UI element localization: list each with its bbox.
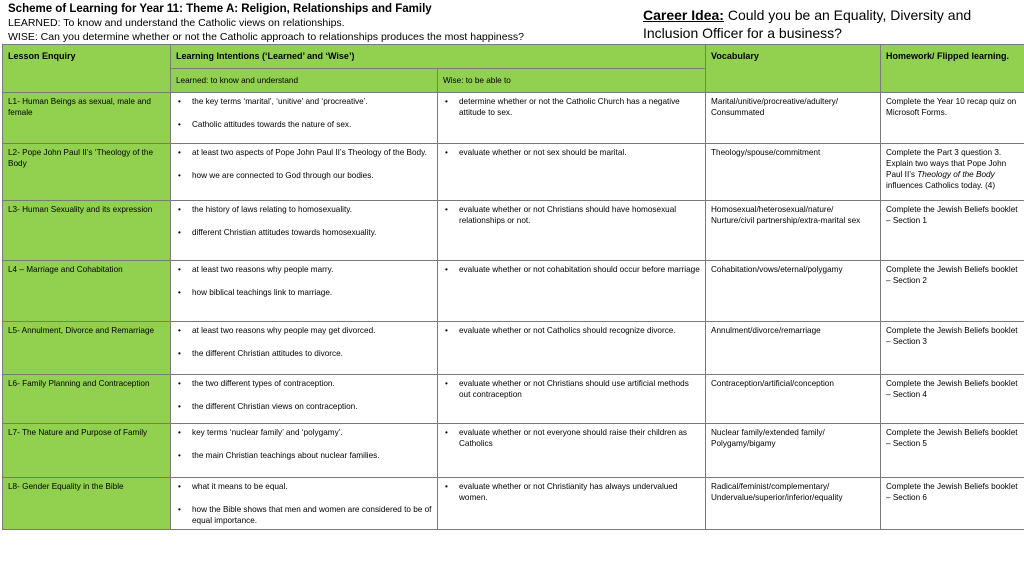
wise-item: • evaluate whether or not Christianity has always undervalued women. (443, 481, 700, 503)
lesson-cell: L4 – Marriage and Cohabitation (3, 261, 171, 322)
lesson-cell: L2- Pope John Paul II’s ‘Theology of the Body (3, 144, 171, 201)
wise-cell (438, 201, 706, 261)
homework-text: Complete the Part 3 question 3. Explain two ways that Pope John Paul II’s (886, 148, 1007, 179)
homework-cell: Complete the Jewish Beliefs booklet – Section 3 (881, 322, 1024, 375)
wise-item: • evaluate whether or not Catholics should recognize divorce. (443, 325, 700, 336)
vocab-cell: Nuclear family/extended family/ Polygamy/bigamy (706, 424, 881, 478)
wise-item: • evaluate whether or not cohabitation should occur before marriage (443, 264, 700, 275)
learned-cell (171, 144, 438, 201)
header-wise-sub: Wise: to be able to (438, 69, 706, 93)
table-row (3, 93, 1024, 144)
table-row (3, 201, 1024, 261)
career-idea-text: Could you be an Equality, Diversity and Inclusion Officer for a business? (643, 7, 972, 41)
lesson-cell: L3- Human Sexuality and its expression (3, 201, 171, 261)
learned-cell (171, 93, 438, 144)
career-idea (643, 6, 1013, 42)
learned-item: • the different Christian attitudes to divorce. (176, 348, 432, 359)
career-idea-label: Career Idea: (643, 7, 724, 23)
wise-cell (438, 93, 706, 144)
lesson-cell: L5- Annulment, Divorce and Remarriage (3, 322, 171, 375)
homework-text-end: influences Catholics today. (4) (886, 181, 996, 190)
vocab-cell: Radical/feminist/complementary/ Undervalue/superior/inferior/equality (706, 478, 881, 530)
table-row (3, 144, 1024, 201)
learned-cell (171, 261, 438, 322)
wise-item: • evaluate whether or not Christians should use artificial methods out contraception (443, 378, 700, 400)
lesson-cell: L8- Gender Equality in the Bible (3, 478, 171, 530)
learned-cell (171, 478, 438, 530)
scheme-table (2, 44, 1024, 530)
vocab-cell: Contraception/artificial/conception (706, 375, 881, 424)
header-learning-intentions: Learning Intentions (‘Learned’ and ‘Wise’) (171, 45, 706, 69)
learned-item: • different Christian attitudes towards homosexuality. (176, 227, 432, 238)
learned-cell (171, 424, 438, 478)
lesson-cell: L1- Human Beings as sexual, male and female (3, 93, 171, 144)
learned-item: • the two different types of contraception. (176, 378, 432, 389)
wise-item: • evaluate whether or not everyone should raise their children as Catholics (443, 427, 700, 449)
header-lesson-enquiry: Lesson Enquiry (3, 45, 171, 93)
wise-cell (438, 424, 706, 478)
learned-objective: LEARNED: To know and understand the Catholic views on relationships. (8, 17, 345, 29)
homework-cell: Complete the Jewish Beliefs booklet – Section 2 (881, 261, 1024, 322)
learned-item: • Catholic attitudes towards the nature of sex. (176, 119, 432, 130)
homework-cell: Complete the Year 10 recap quiz on Microsoft Forms. (881, 93, 1024, 144)
learned-item: • what it means to be equal. (176, 481, 432, 492)
header-homework: Homework/ Flipped learning. (881, 45, 1024, 93)
learned-item: • how biblical teachings link to marriage. (176, 287, 432, 298)
learned-cell (171, 375, 438, 424)
table-row (3, 478, 1024, 530)
page-header (8, 2, 628, 44)
homework-cell: Complete the Jewish Beliefs booklet – Section 6 (881, 478, 1024, 530)
wise-item: • determine whether or not the Catholic Church has a negative attitude to sex. (443, 96, 700, 118)
header-learned-sub: Learned: to know and understand (171, 69, 438, 93)
learned-item: • at least two aspects of Pope John Paul II’s Theology of the Body. (176, 147, 432, 158)
vocab-cell: Homosexual/heterosexual/nature/ Nurture/civil partnership/extra-marital sex (706, 201, 881, 261)
vocab-cell: Cohabitation/vows/eternal/polygamy (706, 261, 881, 322)
learned-item: • the key terms ‘marital’, ‘unitive’ and ‘procreative’. (176, 96, 432, 107)
header-vocabulary: Vocabulary (706, 45, 881, 93)
table-row (3, 322, 1024, 375)
table-row (3, 261, 1024, 322)
wise-item: • evaluate whether or not Christians should have homosexual relationships or not. (443, 204, 700, 226)
lesson-cell: L6- Family Planning and Contraception (3, 375, 171, 424)
homework-cell (881, 144, 1024, 201)
learned-item: • the main Christian teachings about nuclear families. (176, 450, 432, 461)
learned-item: • the different Christian views on contraception. (176, 401, 432, 412)
vocab-cell: Marital/unitive/procreative/adultery/ Consummated (706, 93, 881, 144)
table-row (3, 375, 1024, 424)
wise-cell (438, 322, 706, 375)
learned-item: • at least two reasons why people may get divorced. (176, 325, 432, 336)
wise-cell (438, 478, 706, 530)
learned-item: • key terms ‘nuclear family’ and ‘polygamy’. (176, 427, 432, 438)
learned-item: • how the Bible shows that men and women are considered to be of equal importance. (176, 504, 432, 526)
wise-cell (438, 261, 706, 322)
page-title: Scheme of Learning for Year 11: Theme A: Religion, Relationships and Family (8, 3, 432, 15)
learned-cell (171, 322, 438, 375)
vocab-cell: Annulment/divorce/remarriage (706, 322, 881, 375)
table-row (3, 424, 1024, 478)
wise-item: • evaluate whether or not sex should be marital. (443, 147, 700, 158)
lesson-cell: L7- The Nature and Purpose of Family (3, 424, 171, 478)
wise-cell (438, 375, 706, 424)
homework-italic: Theology of the Body (917, 170, 995, 179)
learned-item: • how we are connected to God through our bodies. (176, 170, 432, 181)
wise-objective: WISE: Can you determine whether or not the Catholic approach to relationships produces the most happiness? (8, 31, 524, 43)
vocab-cell: Theology/spouse/commitment (706, 144, 881, 201)
homework-cell: Complete the Jewish Beliefs booklet – Section 5 (881, 424, 1024, 478)
learned-item: • the history of laws relating to homosexuality. (176, 204, 432, 215)
homework-cell: Complete the Jewish Beliefs booklet – Section 1 (881, 201, 1024, 261)
homework-cell: Complete the Jewish Beliefs booklet – Section 4 (881, 375, 1024, 424)
learned-item: • at least two reasons why people marry. (176, 264, 432, 275)
wise-cell (438, 144, 706, 201)
learned-cell (171, 201, 438, 261)
